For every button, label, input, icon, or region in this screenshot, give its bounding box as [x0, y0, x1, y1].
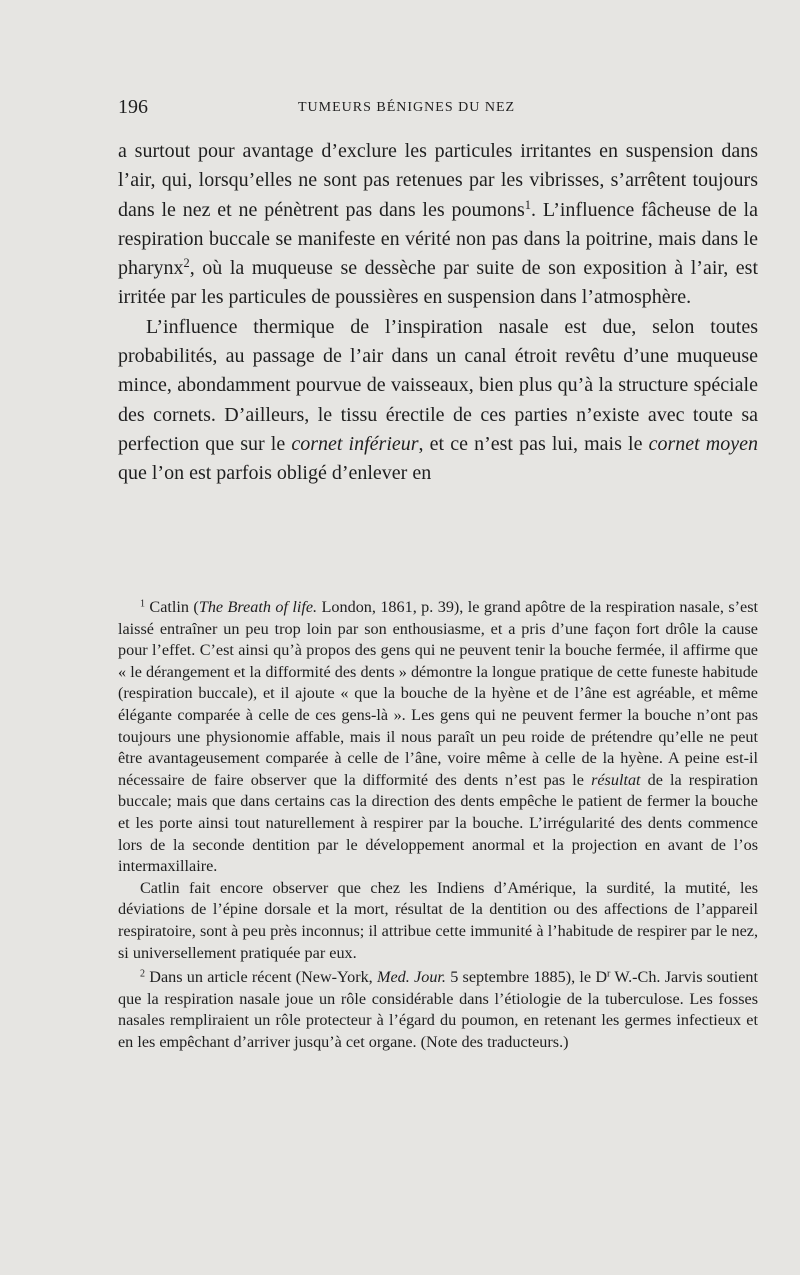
page-number: 196: [118, 96, 148, 118]
paragraph-1: a surtout pour avantage d’exclure les particules irritantes en suspension dans l’air, qui, lorsqu’elles ne sont pas retenues par les vibrisses, s’arrêtent toujours dans le nez et ne pénètrent pas dans les poumons$^1$. L’influence fâcheuse de la respiration buccale se manifeste en vérité non pas dans la poitrine, mais dans le pharynx$^2$, où la muqueuse se dessèche par suite de son exposition à l’air, est irritée par les particules de poussières en suspension dans l’atmosphère.: [118, 140, 758, 309]
footnote-2: $^2$ Dans un article récent (New-York, Med. Jour. 5 septembre 1885), le $D^r$ W.-Ch. Jarvis soutient que la respiration nasale joue un rôle considérable dans l’étiologie de la tuberculose. Les fosses nasales rempliraient un rôle protecteur à l’égard du poumon, en retenant les germes infectieux et en les empêchant d’arriver jusqu’à cet organe. (Note des traducteurs.): [118, 968, 759, 1051]
footnote-ref-2[interactable]: 2: [183, 256, 190, 271]
footnotes: [118, 597, 758, 1053]
footnote-1: $^1$ Catlin (The Breath of life. London, 1861, p. 39), le grand apôtre de la respiration nasale, s’est laissé entraîner un peu trop loin par son enthousiasme, et a pris d’une façon fort drôle la cause pour l’effet. C’est ainsi qu’à propos des gens qui ne peuvent tenir la bouche fermée, il affirme que « le dérangement et la difformité des dents » démontre la longue pratique de cette funeste habitude (respiration buccale), et il ajoute « que la bouche de la hyène et de l’âne est agréable, et même élégante comparée à celle de ces gens-là ». Les gens qui ne peuvent fermer la bouche n’ont pas toujours une physionomie affable, mais il nous paraît un peu roide de prétendre qu’elle ne peut être avantageusement comparée à celle de l’âne, voire même à celle de la hyène. A peine est-il nécessaire de faire observer que la difformité des dents n’est pas le résultat de la respiration buccale; mais que dans certains cas la direction des dents empêche le patient de fermer la bouche et les porte ainsi tout naturellement à respirer par la bouche. L’irrégularité des dents commence lors de la seconde dentition par le développement anormal et la projection en avant de l’os intermaxillaire.: [118, 598, 758, 876]
running-title: TUMEURS BÉNIGNES DU NEZ: [298, 100, 516, 115]
footnote-ref-1[interactable]: 1: [524, 197, 531, 212]
footnote-1-continued: Catlin fait encore observer que chez les Indiens d’Amérique, la surdité, la mutité, les déviations de l’épine dorsale et la mort, résultat de la dentition ou des affections de l’appareil respiratoire, sont à peu près inconnus; il attribue cette immunité à l’habitude de respirer par le nez, si universellement pratiquée par eux.: [118, 878, 758, 962]
footnote-marker-1: 1: [140, 598, 146, 610]
paragraph-2: L’influence thermique de l’inspiration nasale est due, selon toutes probabilités, au passage de l’air dans un canal étroit revêtu d’une muqueuse mince, abondamment pourvue de vaisseaux, bien plus qu’à la structure spéciale des cornets. D’ailleurs, le tissu érectile de ces parties n’existe avec toute sa perfection que sur le cornet inférieur, et ce n’est pas lui, mais le cornet moyen que l’on est parfois obligé d’enlever en: [118, 315, 759, 485]
main-text: [118, 137, 758, 489]
page-header: [118, 96, 758, 122]
footnote-marker-2: 2: [140, 968, 146, 980]
